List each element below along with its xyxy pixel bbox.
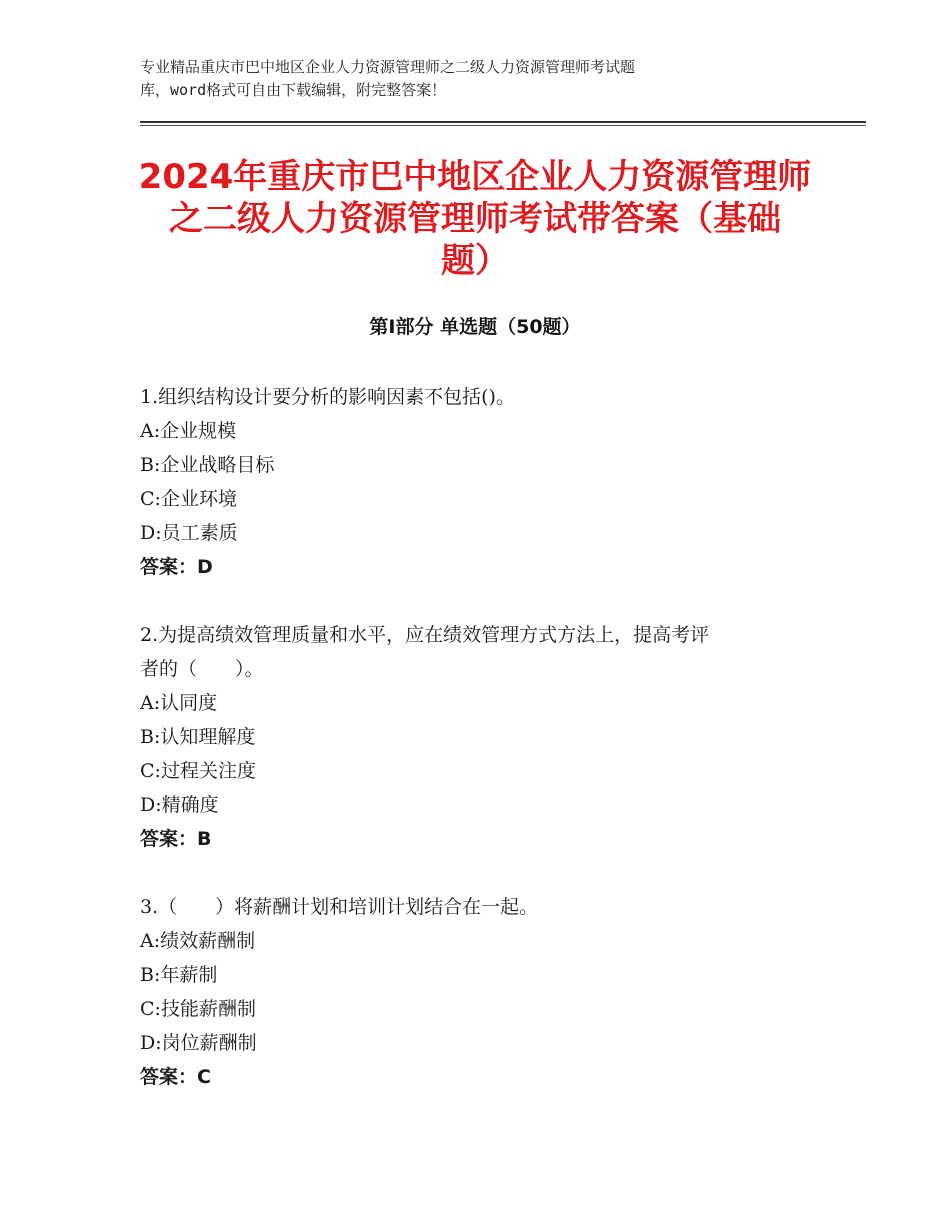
option-a: A:绩效薪酬制 bbox=[140, 930, 256, 952]
option-d: D:精确度 bbox=[140, 794, 219, 816]
option-d: D:员工素质 bbox=[140, 522, 238, 544]
title-line: 题） bbox=[441, 241, 509, 281]
question-stem: 1.组织结构设计要分析的影响因素不包括()。 bbox=[140, 386, 515, 408]
option-c: C:技能薪酬制 bbox=[140, 998, 256, 1020]
option-d: D:岗位薪酬制 bbox=[140, 1032, 257, 1054]
question-list bbox=[140, 380, 820, 1094]
spacer bbox=[140, 584, 820, 618]
title-line: 2024年重庆市巴中地区企业人力资源管理师 bbox=[138, 157, 812, 197]
option-c: C:过程关注度 bbox=[140, 760, 256, 782]
header-note-line: 库，word格式可自由下载编辑，附完整答案！ bbox=[140, 81, 447, 99]
option-a: A:认同度 bbox=[140, 692, 218, 714]
option-b: B:年薪制 bbox=[140, 964, 218, 986]
question-3 bbox=[140, 890, 820, 1094]
document-title bbox=[110, 156, 840, 282]
option-b: B:认知理解度 bbox=[140, 726, 256, 748]
question-stem: 2.为提高绩效管理质量和水平，应在绩效管理方式方法上，提高考评 bbox=[140, 624, 710, 646]
answer: 答案：B bbox=[140, 828, 212, 850]
question-1 bbox=[140, 380, 820, 584]
section-heading: 第Ⅰ部分 单选题（50题） bbox=[369, 316, 581, 338]
header-note bbox=[140, 56, 800, 102]
title-line: 之二级人力资源管理师考试带答案（基础 bbox=[169, 199, 781, 239]
spacer bbox=[140, 856, 820, 890]
option-b: B:企业战略目标 bbox=[140, 454, 275, 476]
option-a: A:企业规模 bbox=[140, 420, 237, 442]
option-c: C:企业环境 bbox=[140, 488, 237, 510]
header-divider-thick bbox=[140, 121, 866, 123]
header-note-line: 专业精品重庆市巴中地区企业人力资源管理师之二级人力资源管理师考试题 bbox=[140, 58, 636, 76]
question-2 bbox=[140, 618, 820, 856]
question-stem: 3.（ ）将薪酬计划和培训计划结合在一起。 bbox=[140, 896, 539, 918]
answer: 答案：D bbox=[140, 556, 213, 578]
header-divider-thin bbox=[140, 125, 866, 126]
answer: 答案：C bbox=[140, 1066, 211, 1088]
question-stem-continued: 者的（ ）。 bbox=[140, 658, 264, 680]
